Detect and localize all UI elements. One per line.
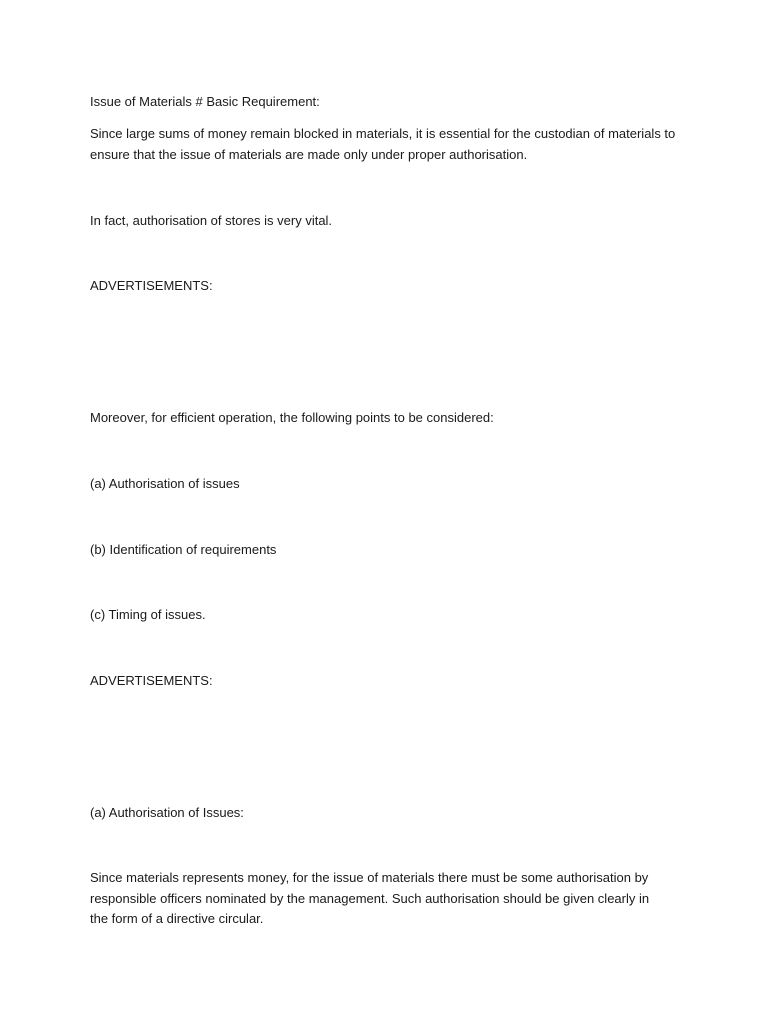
list-item-point-b: (b) Identification of requirements — [90, 542, 277, 557]
list-item-point-c: (c) Timing of issues. — [90, 607, 206, 622]
intro-paragraph: Since large sums of money remain blocked in materials, it is essential for the custodian of materials to ensure that the issue of materials are made only under proper authorisation. — [90, 126, 676, 162]
section-a-paragraph: Since materials represents money, for the issue of materials there must be some authorisation by responsible officers nominated by the management. Such authorisation should be given clearly in the form of a directive circular. — [90, 870, 650, 926]
list-item-point-a: (a) Authorisation of issues — [90, 476, 240, 491]
vital-sentence: In fact, authorisation of stores is very vital. — [90, 213, 333, 228]
document-heading: Issue of Materials # Basic Requirement: — [90, 94, 320, 109]
advertisements-label-1: ADVERTISEMENTS: — [90, 278, 213, 293]
section-a-heading: (a) Authorisation of Issues: — [90, 805, 244, 820]
points-intro: Moreover, for efficient operation, the following points to be considered: — [90, 410, 494, 425]
advertisements-label-2: ADVERTISEMENTS: — [90, 673, 213, 688]
